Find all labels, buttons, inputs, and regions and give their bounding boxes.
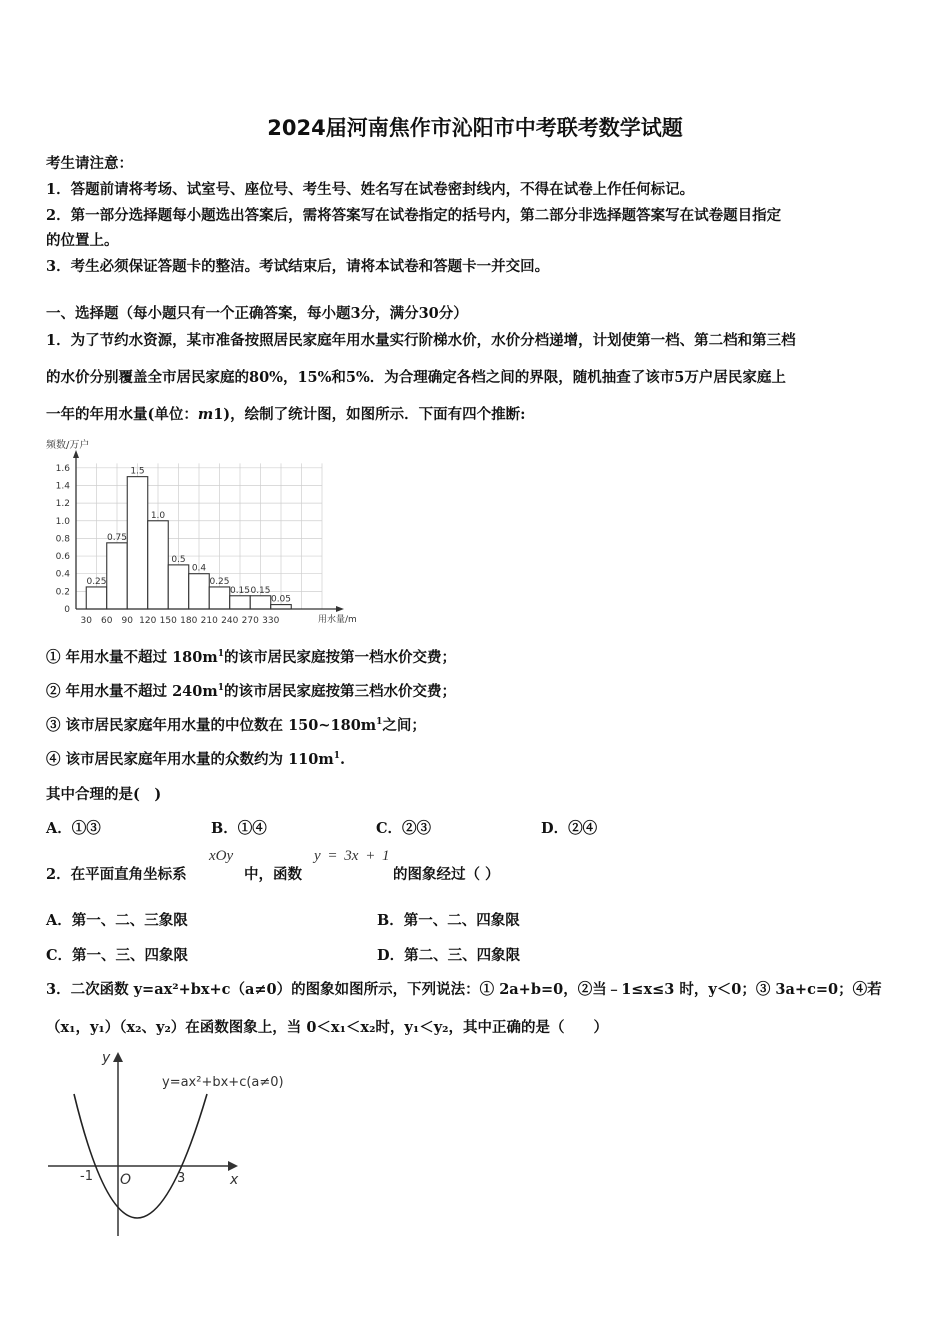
bar-value-label: 0.25: [209, 576, 230, 587]
q1-line-2: 的水价分别覆盖全市居民家庭的80%，15%和5%．为合理确定各档之间的界限，随机抽查了该市5万户居民家庭上: [46, 369, 786, 386]
notice-item-1: 1．答题前请将考场、试室号、座位号、考生号、姓名写在试卷密封线内，不得在试卷上作任何标记。: [46, 181, 695, 198]
y-tick-label: 1.4: [55, 481, 70, 492]
q2-suffix: 的图象经过（ ）: [393, 866, 500, 883]
y-axis-label: y: [102, 1050, 111, 1066]
notice-item-2: 2．第一部分选择题每小题选出答案后，需将答案写在试卷指定的括号内，第二部分非选择题答案写在试卷题目指定: [46, 207, 782, 224]
s4-sup: 1: [333, 751, 340, 762]
s3-text: ③ 该市居民家庭年用水量的中位数在 150~180m: [46, 717, 377, 734]
bar: [148, 521, 169, 609]
q1-statement-1: [46, 646, 456, 667]
bar: [209, 587, 230, 609]
q2-option-a[interactable]: A．第一、二、三象限: [46, 912, 188, 929]
x-tick-label: 240: [221, 616, 239, 626]
x-tick-label: 270: [241, 616, 259, 626]
y-axis-arrow: [113, 1052, 123, 1062]
root-right-label: 3: [177, 1171, 186, 1186]
function-label: y=ax²+bx+c(a≠0): [162, 1075, 284, 1090]
s3-tail: 之间；: [382, 717, 426, 734]
x-axis-label: x: [230, 1172, 239, 1188]
q1-statement-4: [46, 748, 345, 769]
q2-xoy: xOy: [209, 848, 234, 864]
bar: [168, 565, 189, 609]
q1-line-3-start: 一年的年用水量(单位：: [46, 406, 198, 423]
notice-heading: 考生请注意：: [46, 155, 133, 172]
q1-option-c[interactable]: C．②③: [376, 820, 432, 837]
bar: [107, 543, 128, 609]
chart-ylabel: 频数/万户: [46, 440, 90, 451]
bar: [230, 596, 251, 609]
s2-sup: 1: [217, 683, 224, 694]
q1-line-3: [46, 403, 526, 424]
x-axis-arrow: [228, 1161, 238, 1171]
x-tick-label: 210: [200, 616, 218, 626]
q1-option-a[interactable]: A．①③: [46, 820, 101, 837]
s1-sup: 1: [217, 649, 224, 660]
q2-mid: 中，函数: [244, 866, 302, 883]
q1-option-d[interactable]: D．②④: [541, 820, 598, 837]
q3-line-1: 3．二次函数 y=ax²+bx+c（a≠0）的图象如图所示，下列说法：① 2a+b=0，②当﹣1≤x≤3 时，y＜0；③ 3a+c=0；④若: [46, 981, 882, 998]
bar-value-label: 1.0: [150, 510, 166, 521]
q2-prefix: 2．在平面直角坐标系: [46, 866, 187, 883]
bar: [250, 596, 271, 609]
unit-m: m: [197, 406, 214, 423]
bar-value-label: 1.5: [130, 466, 145, 477]
bar-value-label: 0.15: [229, 585, 251, 596]
x-tick-label: 30: [80, 616, 92, 626]
s1-tail: 的该市居民家庭按第一档水价交费；: [223, 649, 456, 666]
s2-tail: 的该市居民家庭按第三档水价交费；: [223, 683, 456, 700]
chart-xlabel: 用水量/m: [318, 615, 357, 625]
bar-value-label: 0.25: [86, 576, 107, 587]
s4-text: ④ 该市居民家庭年用水量的众数约为 110m: [46, 751, 334, 768]
q2-option-c[interactable]: C．第一、三、四象限: [46, 947, 189, 964]
bar-value-label: 0.5: [171, 554, 186, 565]
s3-sup: 1: [376, 717, 383, 728]
y-tick-label: 1.0: [55, 516, 70, 527]
q2-function: y = 3x + 1: [314, 848, 390, 864]
y-tick-label: 1.2: [55, 499, 70, 510]
bar: [271, 605, 292, 609]
bar-value-label: 0.15: [250, 585, 271, 596]
q3-line-2: （x₁，y₁）（x₂、y₂）在函数图象上，当 0＜x₁＜x₂时，y₁＜y₂，其中正确的是（ ）: [46, 1019, 608, 1036]
y-tick-label: 0.6: [55, 552, 70, 563]
x-axis-arrow: [336, 606, 344, 612]
x-tick-label: 120: [139, 616, 157, 626]
notice-item-2-cont: 的位置上。: [46, 232, 119, 249]
s4-tail: .: [339, 751, 346, 768]
y-tick-label: 0.2: [55, 587, 70, 598]
x-tick-label: 90: [121, 616, 133, 626]
y-tick-label: 0.4: [55, 569, 70, 580]
parabola-curve: [74, 1094, 207, 1218]
x-tick-label: 180: [180, 616, 198, 626]
root-left-label: -1: [80, 1169, 93, 1184]
bar-value-label: 0.05: [270, 594, 292, 605]
s2-text: ② 年用水量不超过 240m: [46, 683, 218, 700]
parabola-graph: [40, 1046, 310, 1246]
bar: [189, 574, 210, 609]
page-title: 2024届河南焦作市沁阳市中考联考数学试题: [267, 116, 683, 140]
y-tick-label: 0: [64, 605, 70, 615]
y-axis-arrow: [73, 450, 79, 458]
bar-value-label: 0.4: [191, 563, 207, 574]
q2-option-b[interactable]: B．第一、二、四象限: [377, 912, 520, 929]
section-heading: 一、选择题（每小题只有一个正确答案，每小题3分，满分30分）: [46, 305, 468, 322]
q1-option-b[interactable]: B．①④: [211, 820, 267, 837]
q2-option-d[interactable]: D．第二、三、四象限: [377, 947, 521, 964]
x-tick-label: 150: [159, 616, 177, 626]
x-tick-label: 330: [262, 616, 280, 626]
q1-statement-2: [46, 680, 456, 701]
bar: [86, 587, 107, 609]
y-tick-label: 1.6: [55, 463, 70, 474]
bar: [127, 477, 148, 609]
q1-line-3-end: 1)，绘制了统计图，如图所示．下面有四个推断:: [213, 406, 526, 423]
q1-ask: 其中合理的是( ): [46, 786, 162, 803]
x-tick-label: 60: [101, 616, 113, 626]
y-tick-label: 0.8: [55, 534, 70, 545]
histogram-chart: [40, 432, 370, 632]
origin-label: O: [120, 1172, 132, 1188]
q1-statement-3: [46, 714, 426, 735]
bar-value-label: 0.75: [106, 532, 128, 543]
s1-text: ① 年用水量不超过 180m: [46, 649, 218, 666]
notice-item-3: 3．考生必须保证答题卡的整洁。考试结束后，请将本试卷和答题卡一并交回。: [46, 258, 550, 275]
q1-line-1: 1．为了节约水资源，某市准备按照居民家庭年用水量实行阶梯水价，水价分档递增，计划使第一档、第二档和第三档: [46, 332, 796, 349]
